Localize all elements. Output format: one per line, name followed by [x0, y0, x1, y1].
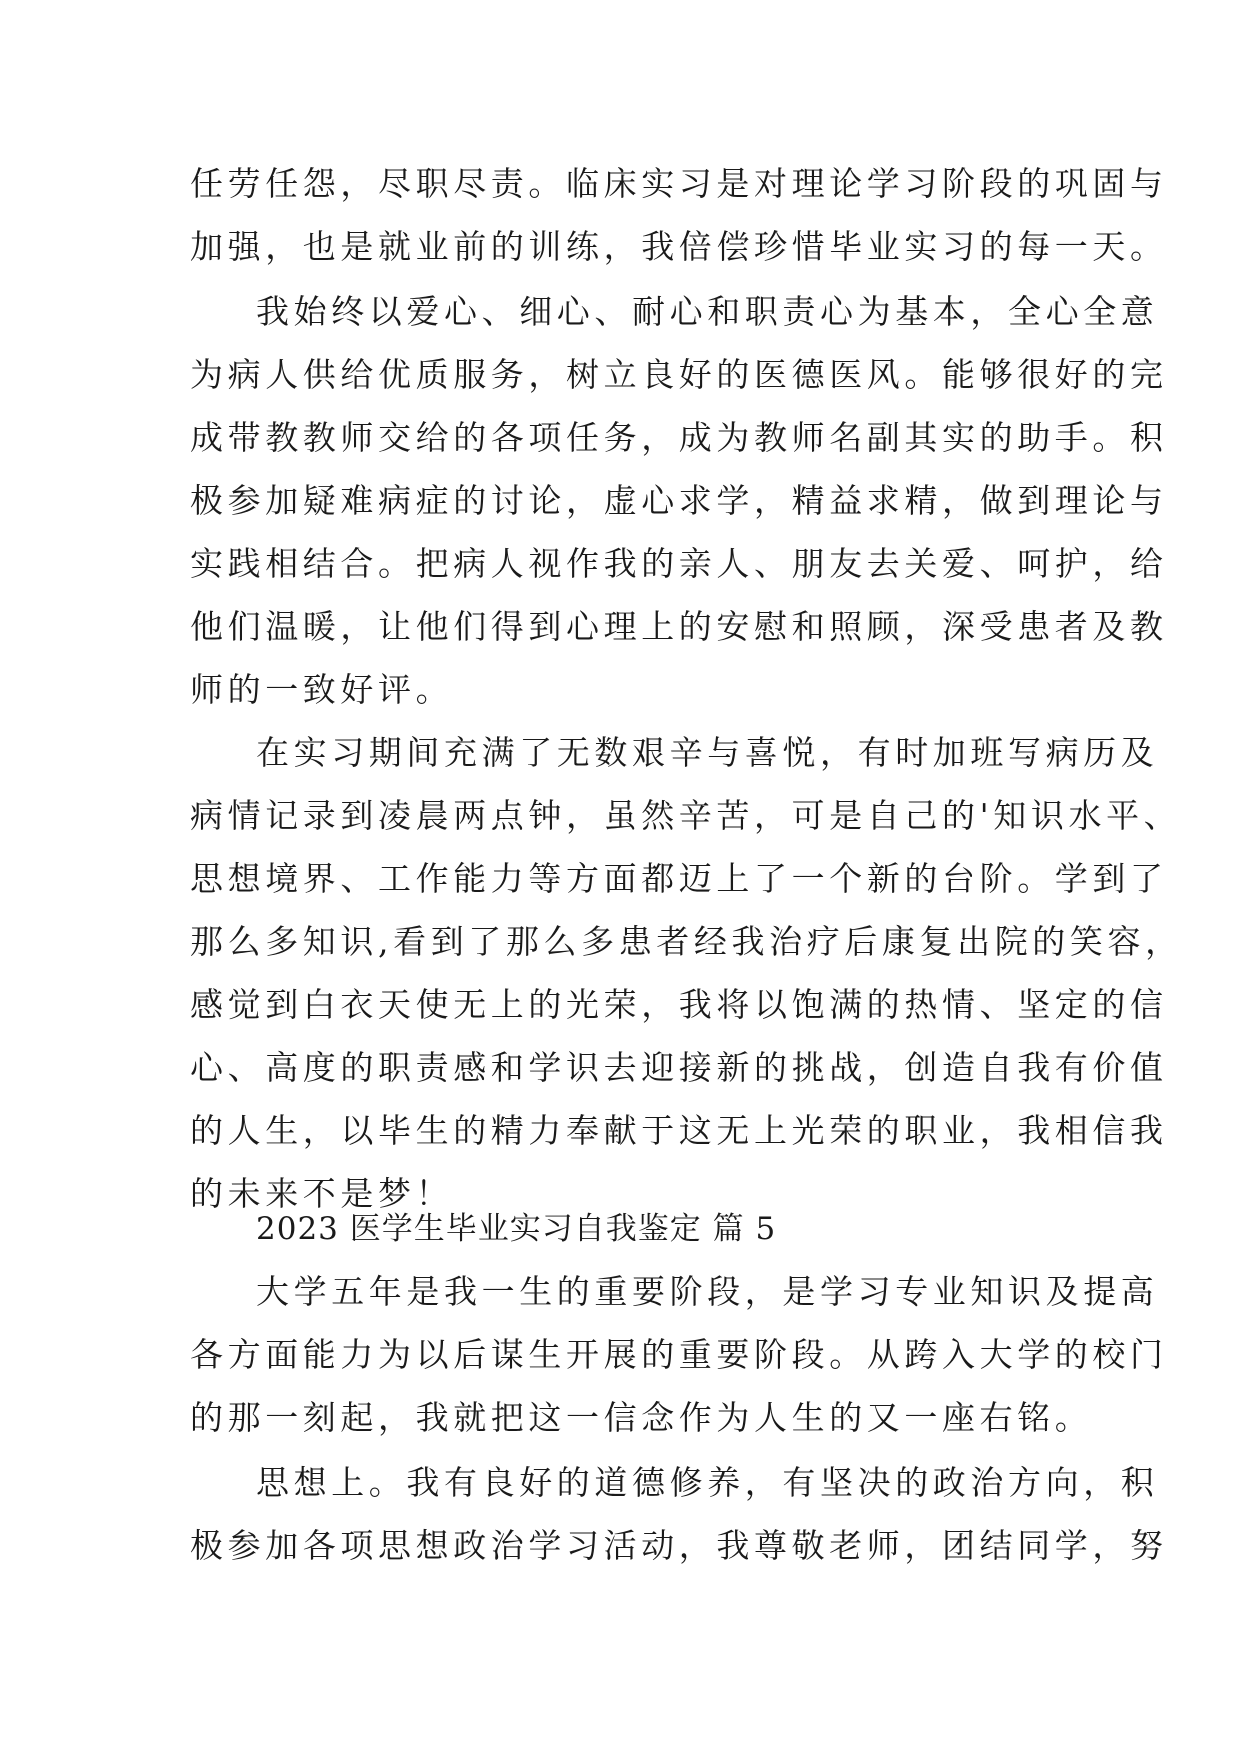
section-heading: 2023 医学生毕业实习自我鉴定 篇 5: [256, 1211, 777, 1247]
paragraph-line: 实践相结合。把病人视作我的亲人、朋友去关爱、呵护，给: [190, 544, 1168, 583]
paragraph-line: 他们温暖，让他们得到心理上的安慰和照顾，深受患者及教: [190, 607, 1168, 646]
paragraph-line: 为病人供给优质服务，树立良好的医德医风。能够很好的完: [190, 355, 1168, 394]
paragraph-line: 心、高度的职责感和学识去迎接新的挑战，创造自我有价值: [190, 1048, 1168, 1087]
paragraph-line: 感觉到白衣天使无上的光荣，我将以饱满的热情、坚定的信: [190, 985, 1168, 1024]
paragraph-line: 的人生，以毕生的精力奉献于这无上光荣的职业，我相信我: [190, 1111, 1168, 1150]
paragraph-line: 的未来不是梦！: [190, 1174, 454, 1213]
paragraph-line: 病情记录到凌晨两点钟，虽然辛苦，可是自己的'知识水平、: [190, 796, 1182, 835]
paragraph-line: 在实习期间充满了无数艰辛与喜悦，有时加班写病历及: [256, 733, 1159, 772]
paragraph-line: 任劳任怨，尽职尽责。临床实习是对理论学习阶段的巩固与: [190, 164, 1168, 203]
paragraph-line: 加强，也是就业前的训练，我倍偿珍惜毕业实习的每一天。: [190, 227, 1168, 266]
paragraph-line: 的那一刻起，我就把这一信念作为人生的又一座右铭。: [190, 1398, 1093, 1437]
paragraph-line: 极参加疑难病症的讨论，虚心求学，精益求精，做到理论与: [190, 481, 1168, 520]
paragraph-line: 那么多知识,看到了那么多患者经我治疗后康复出院的笑容，: [190, 922, 1183, 961]
paragraph-line: 各方面能力为以后谋生开展的重要阶段。从跨入大学的校门: [190, 1335, 1168, 1374]
paragraph-line: 思想境界、工作能力等方面都迈上了一个新的台阶。学到了: [190, 859, 1168, 898]
paragraph-line: 极参加各项思想政治学习活动，我尊敬老师，团结同学，努: [190, 1526, 1168, 1565]
paragraph-line: 大学五年是我一生的重要阶段，是学习专业知识及提高: [256, 1272, 1159, 1311]
paragraph-line: 我始终以爱心、细心、耐心和职责心为基本，全心全意: [256, 292, 1159, 331]
paragraph-line: 成带教教师交给的各项任务，成为教师名副其实的助手。积: [190, 418, 1168, 457]
paragraph-line: 思想上。我有良好的道德修养，有坚决的政治方向，积: [256, 1463, 1159, 1502]
paragraph-line: 师的一致好评。: [190, 670, 454, 709]
